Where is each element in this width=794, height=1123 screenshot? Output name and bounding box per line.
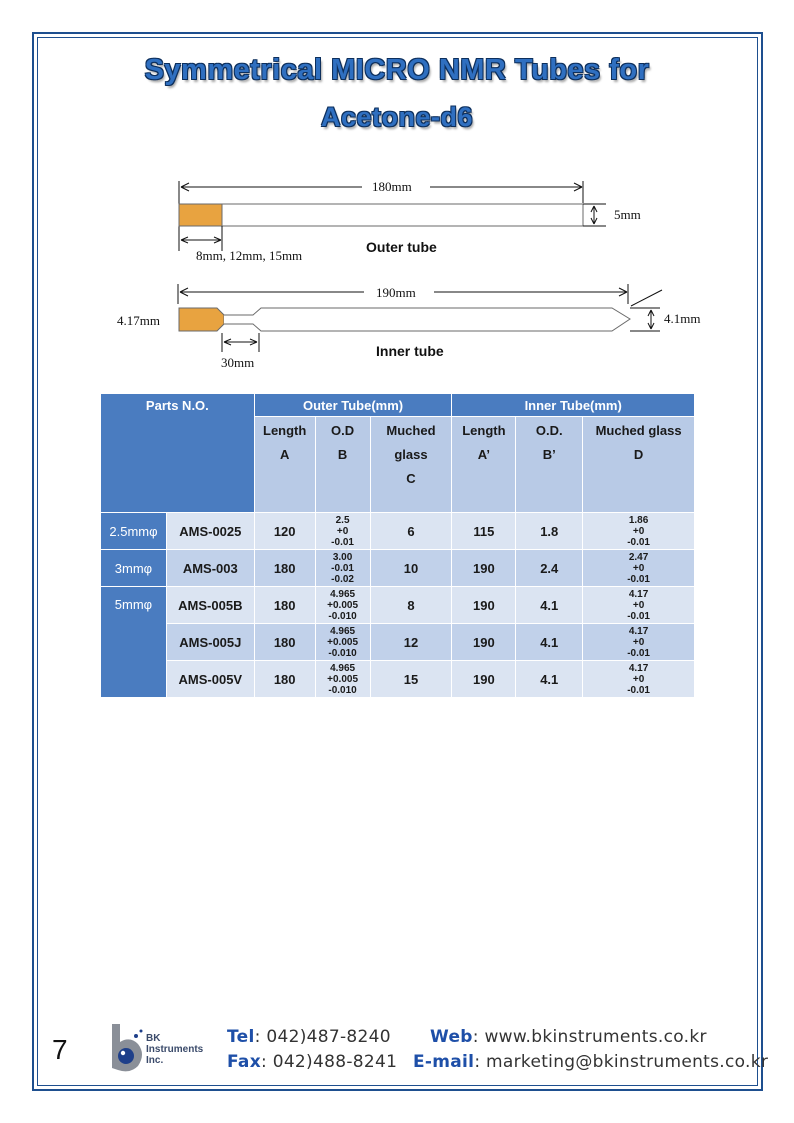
logo-line3: Inc.: [146, 1055, 164, 1066]
fax-label: Fax: [227, 1052, 261, 1072]
inner-muched: [583, 550, 695, 587]
tel-label: Tel: [227, 1027, 255, 1047]
inner-right-diameter-label: 4.1mm: [664, 311, 701, 326]
tel-line: [227, 1027, 391, 1047]
page-title-line1: Symmetrical MICRO NMR Tubes for: [144, 54, 650, 86]
col-muched-c: [370, 417, 452, 513]
inner-muched: [583, 661, 695, 698]
outer-tube-label: Outer tube: [366, 239, 437, 255]
outer-od-tol-plus: +0: [336, 525, 349, 537]
col-muched-c-line3: C: [406, 471, 416, 486]
web-line: [430, 1027, 707, 1047]
outer-length-label: 180mm: [372, 179, 412, 194]
outer-tube-body: [222, 204, 583, 226]
outer-length: 180: [254, 587, 315, 624]
inner-muched-value: 4.17: [628, 662, 649, 674]
outer-od: [315, 513, 370, 550]
logo-line2: Instruments: [146, 1044, 204, 1055]
inner-tube-cap: [179, 308, 224, 331]
inner-muched: [583, 513, 695, 550]
fax-line: [227, 1052, 397, 1072]
inner-muched-value: 4.17: [628, 588, 649, 600]
inner-tube-label: Inner tube: [376, 343, 444, 359]
outer-od-value: 4.965: [330, 588, 356, 600]
col-muched-d-line2: D: [633, 447, 644, 462]
inner-length: 190: [452, 550, 516, 587]
inner-muched-tol-plus: +0: [632, 562, 645, 574]
outer-od-tol-minus: -0.010: [328, 610, 357, 622]
logo-text: [146, 1033, 203, 1066]
inner-length: 190: [452, 587, 516, 624]
outer-diameter-label: 5mm: [614, 207, 641, 222]
outer-tip-label: 8mm, 12mm, 15mm: [196, 248, 303, 263]
mail-link[interactable]: : marketing@bkinstruments.co.kr: [474, 1052, 769, 1072]
outer-od-tol-minus: -0.010: [328, 684, 357, 696]
inner-tube-header: Inner Tube(mm): [452, 394, 695, 417]
outer-od-value: 4.965: [330, 625, 356, 637]
logo-line1: BK: [146, 1033, 161, 1044]
col-muched-d: [583, 417, 695, 513]
outer-od-tol-plus: +0.005: [327, 673, 359, 685]
fax-value: : 042)488-8241: [260, 1052, 398, 1072]
outer-od: [315, 550, 370, 587]
col-length-a-line1: Length: [263, 423, 307, 438]
col-od-b2-line2: B’: [542, 447, 556, 462]
spec-table: [100, 393, 695, 698]
web-label: Web: [430, 1027, 473, 1047]
inner-od: 4.1: [516, 661, 583, 698]
inner-muched-tol-plus: +0: [632, 636, 645, 648]
inner-muched-tol-plus: +0: [632, 599, 645, 611]
inner-tube-drawing: [117, 284, 700, 370]
inner-tube-body: [224, 308, 630, 331]
size-label: 2.5mmφ: [101, 513, 167, 550]
parts-header: Parts N.O.: [101, 394, 255, 513]
inner-muched-tol-plus: +0: [632, 525, 645, 537]
outer-muched: 8: [370, 587, 452, 624]
col-length-a: [254, 417, 315, 513]
inner-muched-tol-plus: +0: [632, 673, 645, 685]
col-od-b-line1: O.D: [331, 423, 355, 438]
inner-length: 190: [452, 624, 516, 661]
mail-label: E-mail: [413, 1052, 475, 1072]
web-link[interactable]: : www.bkinstruments.co.kr: [472, 1027, 707, 1047]
outer-od-tol-plus: -0.01: [331, 562, 354, 574]
outer-muched: 6: [370, 513, 452, 550]
outer-od: [315, 661, 370, 698]
table-row: [101, 624, 695, 661]
outer-od-tol-minus: -0.02: [331, 573, 354, 585]
col-muched-c-line1: Muched: [386, 423, 436, 438]
inner-length: 115: [452, 513, 516, 550]
outer-tube-cap: [179, 204, 222, 226]
tel-value: : 042)487-8240: [254, 1027, 391, 1047]
inner-muched-tol-minus: -0.01: [627, 573, 650, 585]
outer-od-value: 4.965: [330, 662, 356, 674]
outer-length: 180: [254, 661, 315, 698]
part-number: AMS-0025: [166, 513, 254, 550]
page-title-line2: Acetone-d6: [320, 102, 474, 132]
outer-muched: 15: [370, 661, 452, 698]
part-number: AMS-005J: [166, 624, 254, 661]
col-length-a2-line1: Length: [462, 423, 506, 438]
outer-od-value: 3.00: [332, 551, 353, 563]
inner-neck-label: 30mm: [221, 355, 255, 370]
outer-length: 180: [254, 624, 315, 661]
outer-od-tol-plus: +0.005: [327, 599, 359, 611]
outer-tube-drawing: [179, 179, 641, 263]
inner-muched-tol-minus: -0.01: [627, 647, 650, 659]
inner-length-label: 190mm: [376, 285, 416, 300]
col-muched-c-line2: glass: [394, 447, 428, 462]
table-row: [101, 550, 695, 587]
outer-muched: 12: [370, 624, 452, 661]
outer-muched: 10: [370, 550, 452, 587]
col-od-b2-line1: O.D.: [535, 423, 563, 438]
outer-od-tol-minus: -0.01: [331, 536, 354, 548]
inner-muched-tol-minus: -0.01: [627, 610, 650, 622]
outer-od: [315, 587, 370, 624]
inner-muched-value: 4.17: [628, 625, 649, 637]
table-row: [101, 661, 695, 698]
table-row: [101, 587, 695, 624]
inner-muched: [583, 587, 695, 624]
inner-muched-tol-minus: -0.01: [627, 536, 650, 548]
inner-od: 4.1: [516, 624, 583, 661]
inner-od: 1.8: [516, 513, 583, 550]
inner-muched: [583, 624, 695, 661]
col-muched-d-line1: Muched glass: [595, 423, 682, 438]
inner-muched-value: 2.47: [628, 551, 649, 563]
inner-muched-tol-minus: -0.01: [627, 684, 650, 696]
table-row: [101, 513, 695, 550]
outer-length: 120: [254, 513, 315, 550]
page-number: 7: [52, 1034, 68, 1065]
col-length-a-line2: A: [279, 447, 290, 462]
mail-line: [413, 1052, 768, 1072]
outer-od-tol-minus: -0.010: [328, 647, 357, 659]
inner-length: 190: [452, 661, 516, 698]
inner-muched-value: 1.86: [628, 514, 649, 526]
part-number: AMS-003: [166, 550, 254, 587]
size-label: 3mmφ: [101, 550, 167, 587]
col-od-b2: [516, 417, 583, 513]
col-od-b: [315, 417, 370, 513]
col-od-b-line2: B: [337, 447, 348, 462]
col-length-a2: [452, 417, 516, 513]
size-label: 5mmφ: [101, 587, 167, 698]
col-length-a2-line2: A’: [477, 447, 491, 462]
part-number: AMS-005B: [166, 587, 254, 624]
outer-length: 180: [254, 550, 315, 587]
outer-od: [315, 624, 370, 661]
outer-tube-header: Outer Tube(mm): [254, 394, 452, 417]
outer-od-tol-plus: +0.005: [327, 636, 359, 648]
inner-left-diameter-label: 4.17mm: [117, 313, 160, 328]
inner-od: 4.1: [516, 587, 583, 624]
outer-od-value: 2.5: [335, 514, 350, 526]
inner-od: 2.4: [516, 550, 583, 587]
part-number: AMS-005V: [166, 661, 254, 698]
